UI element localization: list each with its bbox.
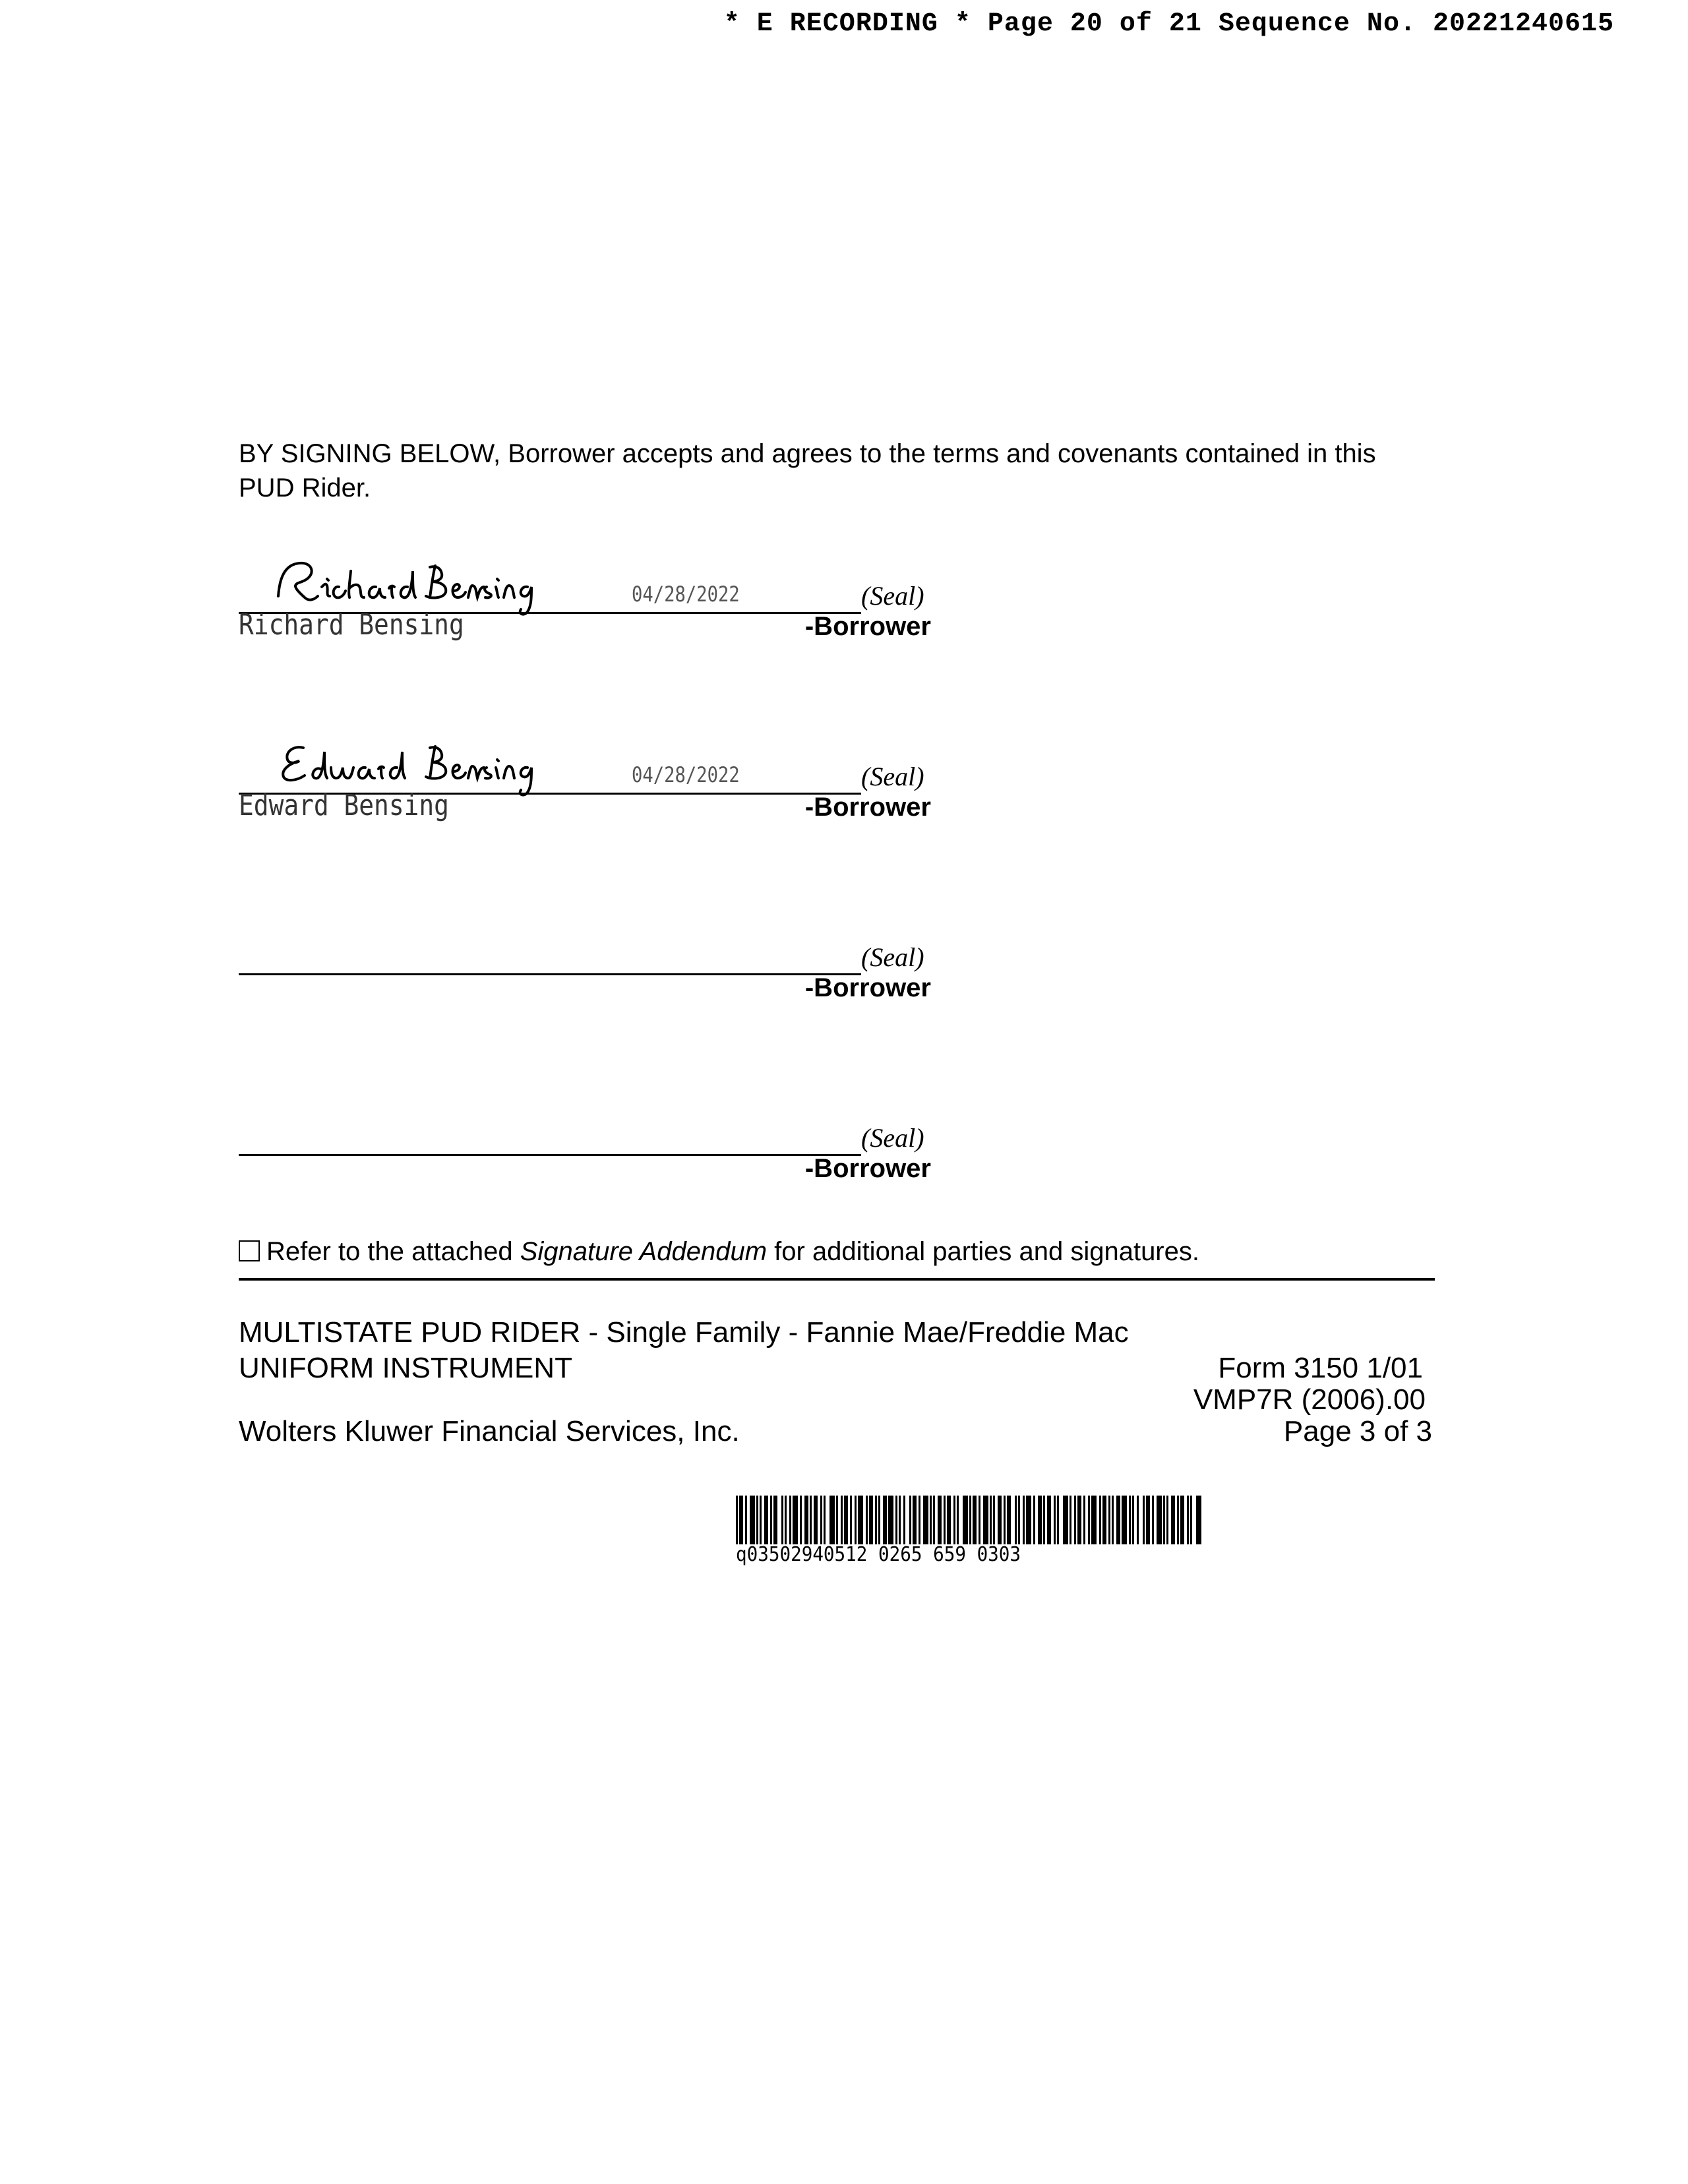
- addendum-suffix: for additional parties and signatures.: [767, 1237, 1199, 1266]
- barcode-number: q03502940512 0265 659 0303: [736, 1543, 1021, 1566]
- borrower-label: -Borrower: [804, 973, 931, 1002]
- handwritten-signature-edward: [265, 725, 549, 798]
- signature-block-4: [239, 1109, 931, 1188]
- form-title: MULTISTATE PUD RIDER - Single Family - Fannie Mae/Freddie Mac: [239, 1316, 1129, 1349]
- company-name: Wolters Kluwer Financial Services, Inc.: [239, 1415, 740, 1447]
- signature-block-2: [239, 748, 931, 827]
- signature-block-1: [239, 567, 931, 646]
- addendum-checkbox[interactable]: [239, 1240, 260, 1261]
- signature-date: 04/28/2022: [632, 582, 740, 607]
- form-number: Form 3150 1/01: [1218, 1352, 1423, 1384]
- addendum-prefix: Refer to the attached: [266, 1237, 520, 1266]
- footer-divider: [239, 1278, 1435, 1281]
- vmp-code: VMP7R (2006).00: [1193, 1383, 1426, 1416]
- borrower-label: -Borrower: [804, 1154, 931, 1183]
- handwritten-signature-richard: [265, 545, 549, 617]
- seal-label: (Seal): [861, 581, 924, 611]
- uniform-instrument-label: UNIFORM INSTRUMENT: [239, 1352, 572, 1384]
- signature-line: [239, 973, 861, 975]
- signature-block-3: [239, 928, 931, 1008]
- borrower-label: -Borrower: [804, 612, 931, 641]
- borrower-label: -Borrower: [804, 793, 931, 822]
- seal-label: (Seal): [861, 942, 924, 972]
- signature-line: [239, 1154, 861, 1156]
- printed-name: Richard Bensing: [239, 608, 464, 642]
- acceptance-statement: BY SIGNING BELOW, Borrower accepts and agrees to the terms and covenants contained in this PUD Rider.: [239, 439, 1376, 502]
- barcode-image: [736, 1496, 1204, 1544]
- addendum-emphasis: Signature Addendum: [520, 1237, 768, 1266]
- signature-addendum-note: [239, 1237, 1199, 1267]
- recording-stamp: * E RECORDING * Page 20 of 21 Sequence No. 20221240615: [723, 9, 1614, 39]
- seal-label: (Seal): [861, 1123, 924, 1153]
- signature-date: 04/28/2022: [632, 762, 740, 787]
- printed-name: Edward Bensing: [239, 789, 449, 822]
- seal-label: (Seal): [861, 762, 924, 791]
- page-label: Page 3 of 3: [1283, 1415, 1432, 1447]
